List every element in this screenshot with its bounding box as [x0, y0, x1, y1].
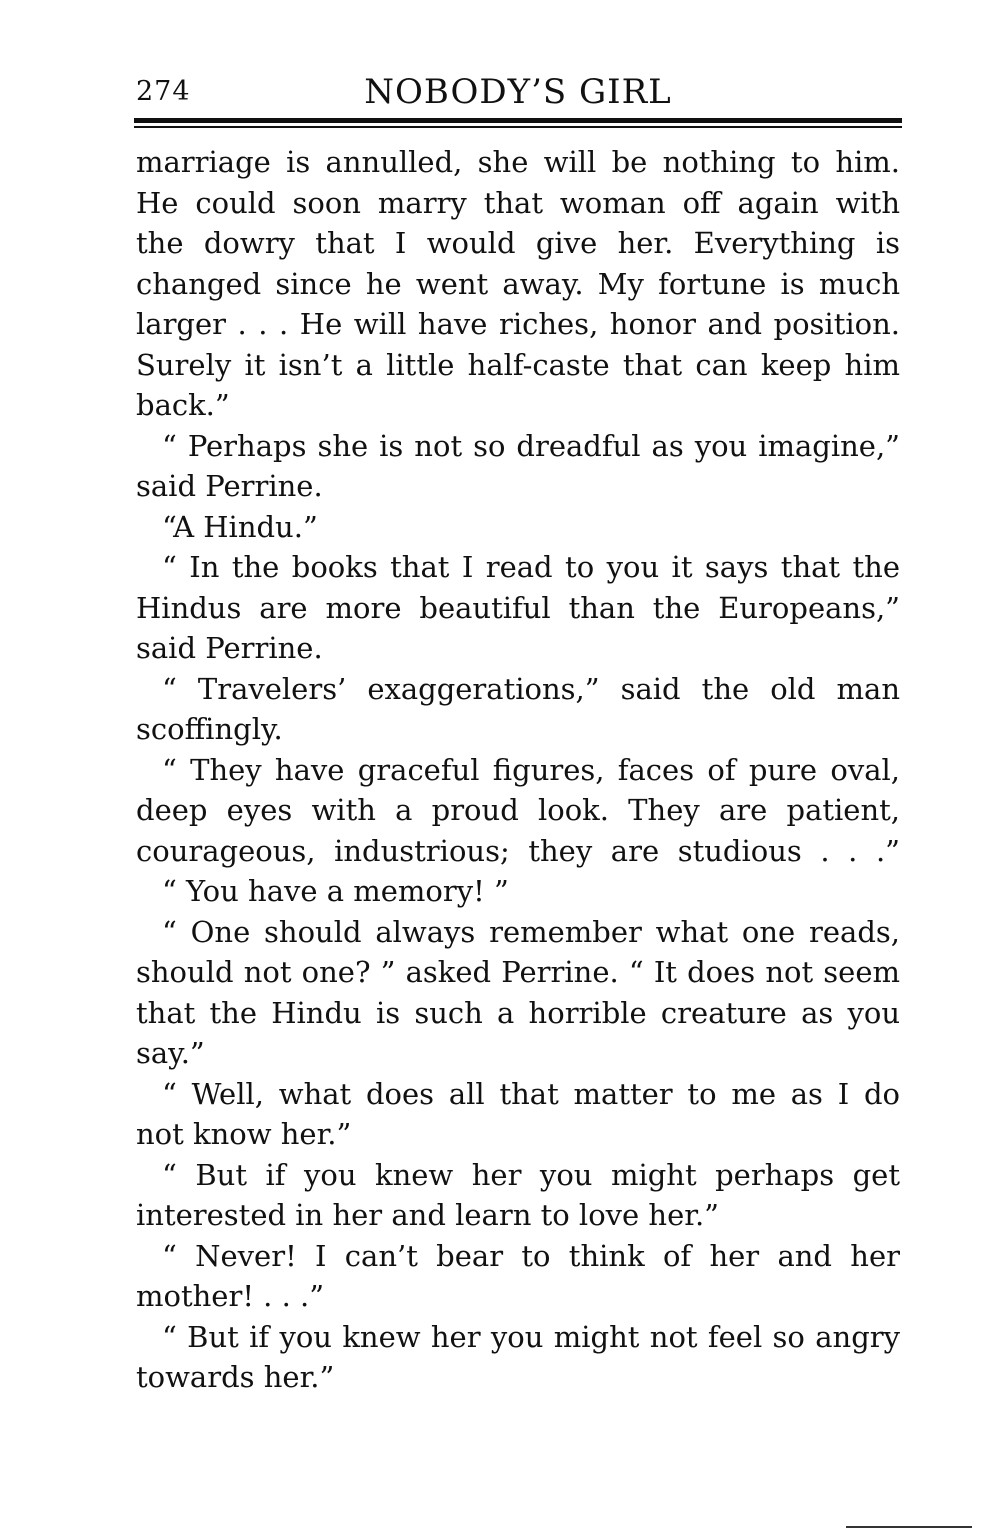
- text-line: the dowry that I would give her. Everything is: [136, 226, 900, 260]
- text-line: scoffingly.: [136, 712, 283, 746]
- text-line: towards her.”: [136, 1360, 335, 1394]
- text-line: changed since he went away. My fortune is much: [136, 266, 900, 301]
- text-line: courageous, industrious; they are studious . . .”: [136, 833, 900, 868]
- text-line: “ In the books that I read to you it says that the: [162, 550, 900, 584]
- text-line: “ Travelers’ exaggerations,” said the old man: [162, 671, 900, 706]
- text-line: “ One should always remember what one reads,: [162, 914, 900, 949]
- text-line: He could soon marry that woman off again with: [136, 185, 900, 220]
- body-text: [136, 142, 900, 1398]
- header-rule-thin: [134, 126, 902, 128]
- text-line: deep eyes with a proud look. They are patient,: [136, 793, 900, 827]
- text-line: said Perrine.: [136, 631, 323, 665]
- text-line: “ Well, what does all that matter to me as I do: [162, 1076, 900, 1111]
- text-line: mother! . . .”: [136, 1279, 325, 1313]
- text-line: Hindus are more beautiful than the Europeans,”: [136, 590, 900, 625]
- running-title: NOBODY’S GIRL: [364, 72, 672, 112]
- text-line: “ Perhaps she is not so dreadful as you imagine,”: [162, 428, 900, 463]
- text-line: “ Never! I can’t bear to think of her and her: [162, 1238, 900, 1273]
- text-line: said Perrine.: [136, 469, 323, 503]
- text-line: back.”: [136, 388, 230, 422]
- page-number: 274: [136, 76, 191, 107]
- text-line: “ But if you knew her you might perhaps get: [162, 1157, 900, 1192]
- text-line: “ But if you knew her you might not feel so angry: [162, 1319, 900, 1354]
- text-line: should not one? ” asked Perrine. “ It does not seem: [136, 955, 900, 989]
- text-line: say.”: [136, 1036, 205, 1070]
- text-line: “ You have a memory! ”: [162, 874, 509, 908]
- text-line: Surely it isn’t a little half-caste that can keep him: [136, 347, 900, 382]
- text-line: not know her.”: [136, 1117, 352, 1151]
- text-line: that the Hindu is such a horrible creature as you: [136, 995, 900, 1030]
- page-header: [136, 72, 900, 112]
- text-line: larger . . . He will have riches, honor and position.: [136, 307, 900, 341]
- footer-rule: [846, 1526, 972, 1528]
- text-line: interested in her and learn to love her.”: [136, 1198, 719, 1232]
- header-rule-thick: [134, 118, 902, 123]
- text-line: “A Hindu.”: [162, 509, 318, 544]
- text-line: marriage is annulled, she will be nothing to him.: [136, 145, 900, 179]
- text-line: “ They have graceful figures, faces of pure oval,: [162, 752, 900, 787]
